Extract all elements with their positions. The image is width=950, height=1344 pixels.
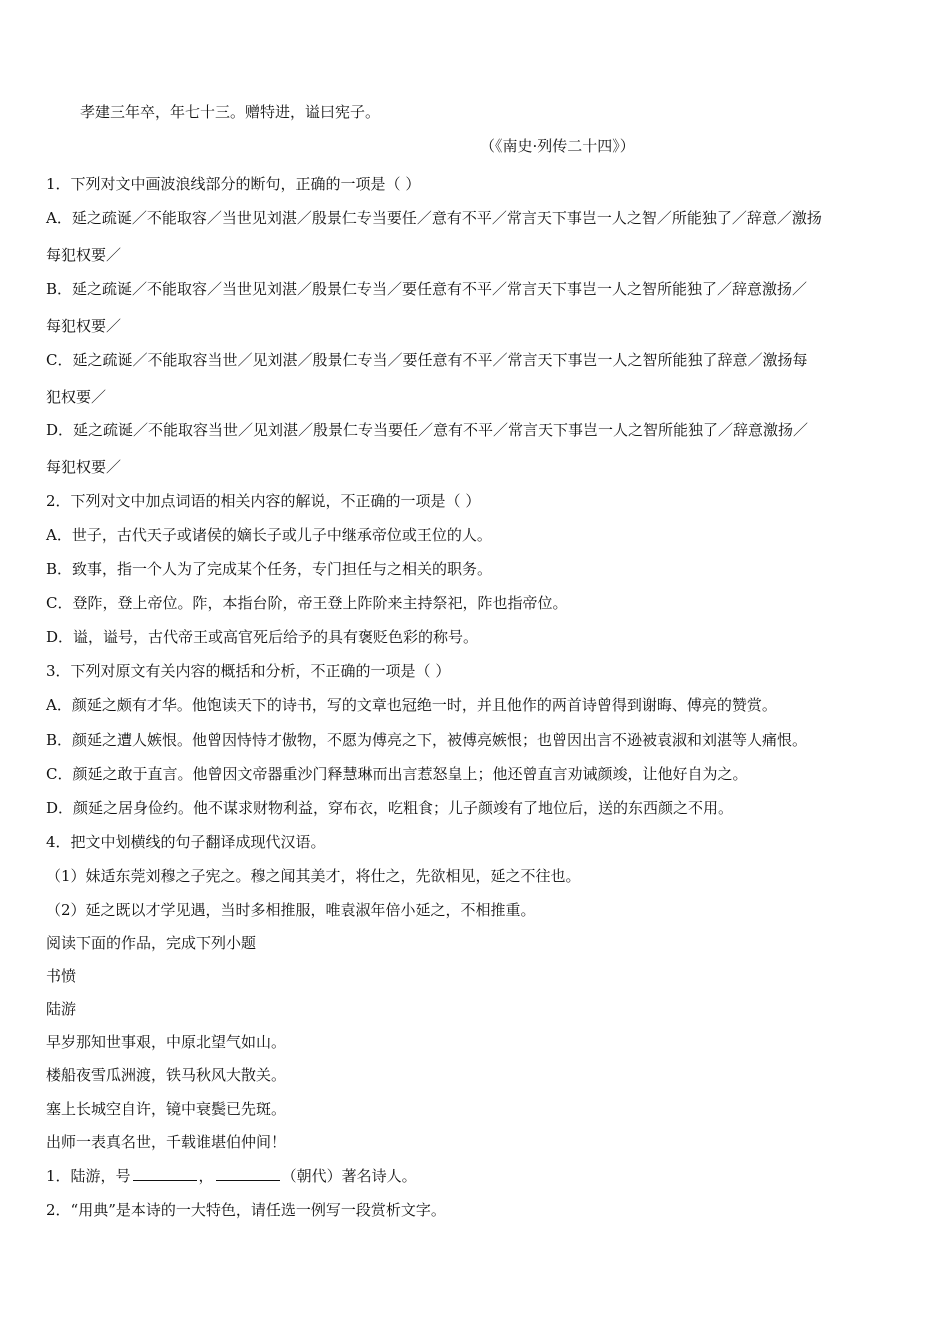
question-1-option-d: D．延之疏诞／不能取容当世／见刘湛／殷景仁专当要任／意有不平／常言天下事岂一人之智所能独了／辞意激扬／ xyxy=(46,421,809,439)
question-1-option-b: B．延之疏诞／不能取容／当世见刘湛／殷景仁专当／要任意有不平／常言天下事岂一人之智所能独了／辞意激扬／ xyxy=(46,280,808,298)
question-3-option-b: B．颜延之遭人嫉恨。他曾因恃恃才傲物，不愿为傅亮之下，被傅亮嫉恨；也曾因出言不逊被袁淑和刘湛等人痛恨。 xyxy=(46,731,808,749)
poem-line: 塞上长城空自许，镜中衰鬓已先斑。 xyxy=(46,1100,287,1118)
question-2-option-a: A．世子，古代天子或诸侯的嫡长子或儿子中继承帝位或王位的人。 xyxy=(46,526,492,544)
poem-intro: 阅读下面的作品，完成下列小题 xyxy=(46,934,257,952)
question-1-stem: 1．下列对文中画波浪线部分的断句，正确的一项是（ ） xyxy=(46,175,421,193)
passage-source: （《南史·列传二十四》） xyxy=(480,137,635,155)
question-1-option-a: A．延之疏诞／不能取容／当世见刘湛／殷景仁专当要任／意有不平／常言天下事岂一人之智／所能独了／辞意／激扬 xyxy=(46,209,822,227)
poem-line: 楼船夜雪瓜洲渡，铁马秋风大散关。 xyxy=(46,1066,287,1084)
question-3-option-a: A．颜延之颇有才华。他饱读天下的诗书，写的文章也冠绝一时，并且他作的两首诗曾得到谢晦、傅亮的赞赏。 xyxy=(46,696,777,714)
passage-ending: 孝建三年卒，年七十三。赠特进，谥曰宪子。 xyxy=(80,103,381,121)
question-2-option-d: D．谥，谥号，古代帝王或高官死后给予的具有褒贬色彩的称号。 xyxy=(46,628,479,646)
poem-question-1 xyxy=(46,1166,906,1186)
poem-title: 书愤 xyxy=(46,967,77,985)
question-1-option-a-cont: 每犯权要／ xyxy=(46,246,122,264)
question-3-option-c: C．颜延之敢于直言。他曾因文帝器重沙门释慧琳而出言惹怒皇上；他还曾直言劝诫颜竣，让他好自为之。 xyxy=(46,765,748,783)
answer-blank-hao[interactable] xyxy=(133,1166,197,1181)
poem-line: 早岁那知世事艰，中原北望气如山。 xyxy=(46,1033,287,1051)
poem-question-1-prefix: 1．陆游，号 xyxy=(46,1167,131,1185)
answer-blank-dynasty[interactable] xyxy=(216,1166,280,1181)
question-4-sentence-2: （2）延之既以才学见遇，当时多相推服，唯袁淑年倍小延之，不相推重。 xyxy=(46,901,536,919)
poem-author: 陆游 xyxy=(46,1000,77,1018)
question-2-stem: 2．下列对文中加点词语的相关内容的解说，不正确的一项是（ ） xyxy=(46,492,481,510)
question-2-option-b: B．致事，指一个人为了完成某个任务，专门担任与之相关的职务。 xyxy=(46,560,493,578)
question-3-stem: 3．下列对原文有关内容的概括和分析，不正确的一项是（ ） xyxy=(46,662,451,680)
poem-question-1-sep: ， xyxy=(198,1167,214,1185)
question-2-option-c: C．登阼，登上帝位。阼，本指台阶，帝王登上阼阶来主持祭祀，阼也指帝位。 xyxy=(46,594,568,612)
question-1-option-c-cont: 犯权要／ xyxy=(46,388,107,406)
question-1-option-d-cont: 每犯权要／ xyxy=(46,458,122,476)
poem-question-2: 2．“用典”是本诗的一大特色，请任选一例写一段赏析文字。 xyxy=(46,1201,446,1219)
poem-question-1-suffix: （朝代）著名诗人。 xyxy=(281,1167,417,1185)
question-1-option-b-cont: 每犯权要／ xyxy=(46,317,122,335)
question-1-option-c: C．延之疏诞／不能取容当世／见刘湛／殷景仁专当／要任意有不平／常言天下事岂一人之智所能独了辞意／激扬每 xyxy=(46,351,808,369)
poem-line: 出师一表真名世，千载谁堪伯仲间！ xyxy=(46,1133,287,1151)
question-4-sentence-1: （1）妹适东莞刘穆之子宪之。穆之闻其美才，将仕之，先欲相见，延之不往也。 xyxy=(46,867,581,885)
question-4-stem: 4．把文中划横线的句子翻译成现代汉语。 xyxy=(46,833,326,851)
question-3-option-d: D．颜延之居身俭约。他不谋求财物利益，穿布衣，吃粗食；儿子颜竣有了地位后，送的东西颜之不用。 xyxy=(46,799,734,817)
